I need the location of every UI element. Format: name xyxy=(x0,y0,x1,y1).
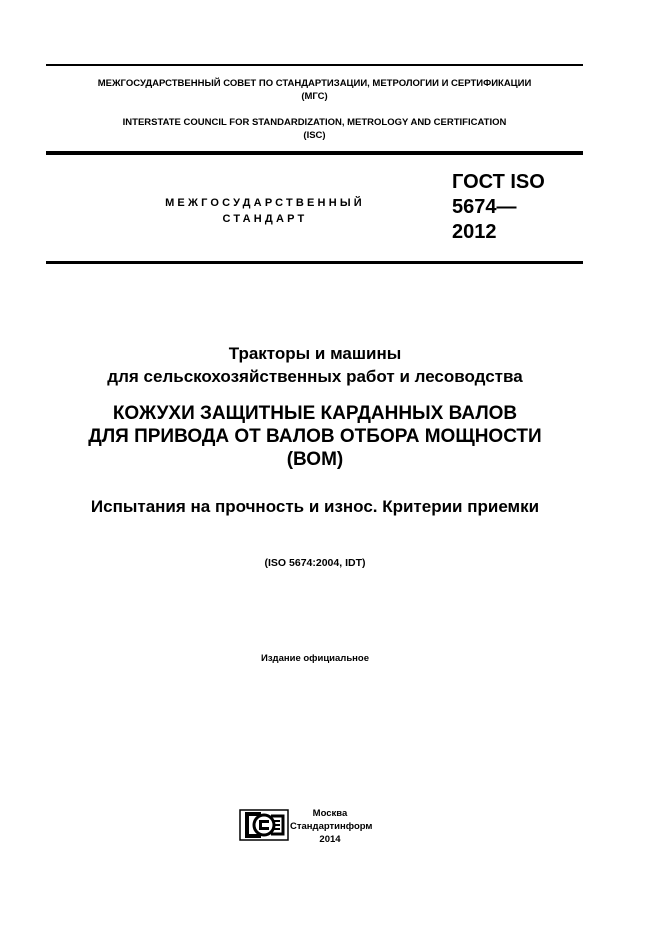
designation-line3: 2012 xyxy=(452,221,497,243)
council-abbr-en: (ISC) xyxy=(303,130,326,141)
council-abbr-ru: (МГС) xyxy=(301,91,328,102)
header-rule-thick xyxy=(46,151,583,155)
publisher-year: 2014 xyxy=(319,834,341,845)
edition-note: Издание официальное xyxy=(261,653,369,664)
publisher-imprint xyxy=(290,807,373,846)
publisher-city: Москва xyxy=(312,808,348,819)
standard-type-line1: МЕЖГОСУДАРСТВЕННЫЙ xyxy=(165,197,365,209)
document-title-main xyxy=(40,402,590,471)
top-rule-thin xyxy=(46,64,583,66)
council-name-en xyxy=(46,116,583,142)
header-rule-bottom xyxy=(46,261,583,264)
title-main-line3: (ВОМ) xyxy=(286,449,344,470)
council-name-ru-text: МЕЖГОСУДАРСТВЕННЫЙ СОВЕТ ПО СТАНДАРТИЗАЦИИ, МЕТРОЛОГИИ И СЕРТИФИКАЦИИ xyxy=(97,78,532,89)
standard-type-label xyxy=(130,195,400,227)
publisher-name: Стандартинформ xyxy=(290,821,373,832)
council-name-en-text: INTERSTATE COUNCIL FOR STANDARDIZATION, METROLOGY AND CERTIFICATION xyxy=(122,117,507,128)
title-main-line1: КОЖУХИ ЗАЩИТНЫЕ КАРДАННЫХ ВАЛОВ xyxy=(112,403,518,424)
document-subtitle: Испытания на прочность и износ. Критерии приемки xyxy=(90,497,540,516)
document-title-intro xyxy=(40,342,590,388)
designation-line2: 5674— xyxy=(452,196,517,218)
standartinform-logo-icon xyxy=(239,808,289,842)
title-line1: Тракторы и машины xyxy=(228,344,402,363)
standard-type-line2: СТАНДАРТ xyxy=(222,213,308,225)
title-main-line2: ДЛЯ ПРИВОДА ОТ ВАЛОВ ОТБОРА МОЩНОСТИ xyxy=(88,426,542,447)
title-line2: для сельскохозяйственных работ и лесоводства xyxy=(107,367,523,386)
standard-designation xyxy=(452,170,545,245)
council-name-ru xyxy=(46,77,583,103)
iso-reference: (ISO 5674:2004, IDT) xyxy=(264,557,366,569)
designation-line1: ГОСТ ISO xyxy=(452,171,545,193)
